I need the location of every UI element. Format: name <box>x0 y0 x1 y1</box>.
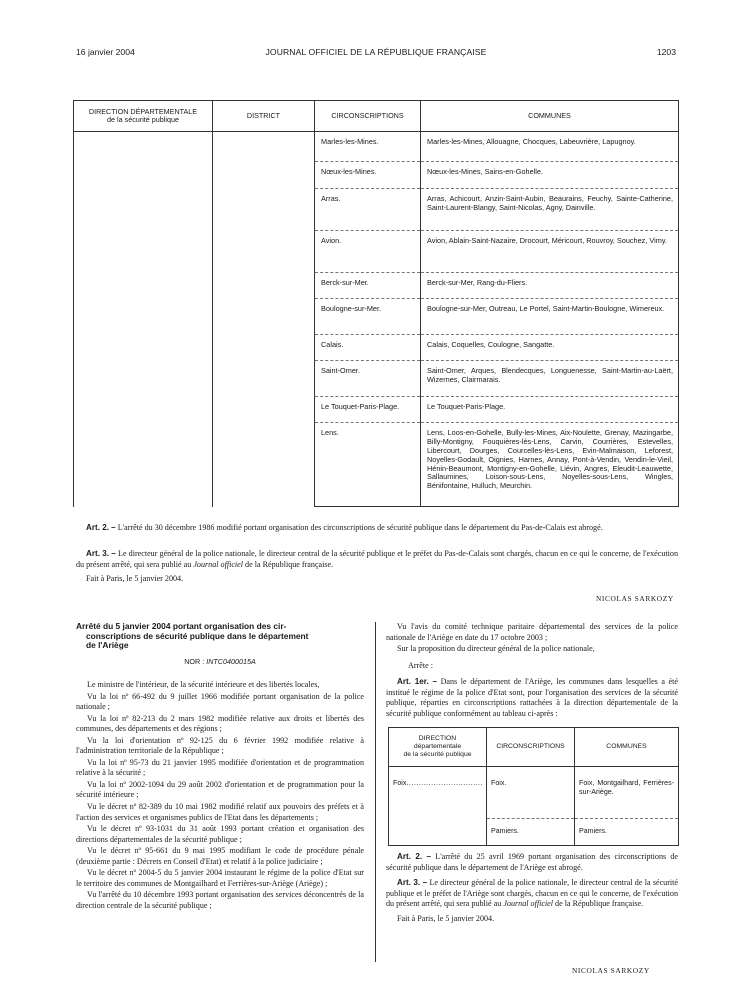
communes-cell: Foix, Montgailhard, Ferrières-sur-Ariège. <box>575 767 679 819</box>
district-cell <box>213 132 315 507</box>
table-header-row <box>74 101 679 132</box>
article-3-pas-de-calais <box>76 549 678 570</box>
circonscription-cell: Avion. <box>315 231 421 273</box>
table-row <box>74 132 679 162</box>
article-label: Art. 3. – <box>397 878 428 888</box>
circonscriptions-table-pas-de-calais <box>73 100 679 507</box>
signature-1: NICOLAS SARKOZY <box>596 594 674 603</box>
article-text: Le directeur général de la police nationale, le directeur central de la sécurité publique et le préfet du Pas-de-Calais sont chargés, chacun en ce qui le concerne, de l'exécution du présent arrêté, qui sera publié au <box>76 549 678 569</box>
fait-a-paris-1 <box>76 574 678 585</box>
paragraph: Vu la loi nº 95-73 du 21 janvier 1995 modifiée d'orientation et de programmation relative à la sécurité ; <box>76 757 364 778</box>
page-number: 1203 <box>656 47 676 57</box>
paragraph: Vu la loi nº 2002-1094 du 29 août 2002 d'orientation et de programmation pour la sécurité intérieure ; <box>76 779 364 800</box>
paragraph: Vu l'avis du comité technique paritaire départemental des services de la police nationale de l'Ariège en date du 17 octobre 2003 ; <box>386 622 678 642</box>
direction-name: Foix <box>393 779 407 788</box>
communes-cell: Nœux-les-Mines, Sains-en-Gohelle. <box>421 162 679 189</box>
circonscription-cell: Pamiers. <box>487 819 575 846</box>
circonscription-cell: Calais. <box>315 335 421 361</box>
communes-cell: Calais, Coquelles, Coulogne, Sangatte. <box>421 335 679 361</box>
circonscription-cell: Marles-les-Mines. <box>315 132 421 162</box>
article-label: Art. 2. – <box>397 852 432 862</box>
communes-cell: Le Touquet-Paris-Plage. <box>421 397 679 423</box>
circonscription-cell: Nœux-les-Mines. <box>315 162 421 189</box>
left-column <box>76 622 364 912</box>
header-direction: DIRECTION départementale de la sécurité publique <box>389 728 487 767</box>
communes-cell: Saint-Omer, Arques, Blendecques, Longuenesse, Saint-Martin-au-Laërt, Wizernes, Clairmarais. <box>421 361 679 397</box>
header-date: 16 janvier 2004 <box>76 47 135 57</box>
article-text: Dans le département de l'Ariège, les communes dans lesquelles a été institué le régime de la police d'Etat sont, pour l'organisation des services de la sécurité publique, réparties en circonscriptions rattachées à la direction départementale de la sécurité publique conformément au tableau ci-après : <box>386 677 678 718</box>
article-1 <box>386 677 678 719</box>
title-line-3: de l'Ariège <box>86 640 129 651</box>
table-header-row <box>389 728 679 767</box>
communes-cell: Arras, Achicourt, Anzin-Saint-Aubin, Beaurains, Feuchy, Sainte-Catherine, Saint-Laurent-Blangy, Saint-Nicolas, Agny, Dainville. <box>421 189 679 231</box>
article-label: Art. 3. – <box>86 549 116 558</box>
communes-cell: Berck-sur-Mer, Rang-du-Fliers. <box>421 273 679 299</box>
title-line-1: Arrêté du 5 janvier 2004 portant organisation des cir- <box>76 621 287 631</box>
circonscription-cell: Saint-Omer. <box>315 361 421 397</box>
column-divider <box>375 622 376 962</box>
communes-cell: Lens, Loos-en-Gohelle, Bully-les-Mines, Aix-Noulette, Grenay, Mazingarbe, Billy-Montigny, Fouquières-lès-Lens, Carvin, Courrières, Estevelles, Libercourt, Dourges, Courcelles-lès-Lens, Evin-Malmaison, Leforest, Noyelles-Godault, Oignies, Harnes, Annay, Pont-à-Vendin, Vendin-le-Vieil, Hénin-Beaumont, Montigny-en-Gohelle, Liévin, Angres, Eleudit-Leauwette, Sallaumines, Loison-sous-Lens, Noyelles-sous-Lens, Wingles, Bénifontaine, Hulluch, Meurchin. <box>421 423 679 507</box>
leader-dots: ............................... <box>406 779 484 788</box>
header-direction: DIRECTION DÉPARTEMENTALE de la sécurité publique <box>74 101 213 132</box>
arrete-label: Arrête : <box>408 660 433 670</box>
header-communes: COMMUNES <box>421 101 679 132</box>
direction-cell <box>389 767 487 846</box>
paragraph: Vu le décret nº 95-661 du 9 mai 1995 modifiant le code de procédure pénale (deuxième partie : Décrets en Conseil d'Etat) et relatif à la police judiciaire ; <box>76 846 364 866</box>
title-line-2: conscriptions de sécurité publique dans le département <box>86 630 309 641</box>
article-text: Le directeur général de la police nationale, le directeur central de la sécurité publique et le préfet de l'Ariège sont chargés, chacun en ce qui le concerne, de l'exécution du présent arrêté, qui sera publié au <box>386 878 678 909</box>
article-text-end: de la République française. <box>555 899 644 909</box>
table-row <box>389 767 679 819</box>
paragraph: Sur la proposition du directeur général de la police nationale, <box>397 644 595 654</box>
nor-reference <box>76 657 364 666</box>
nor-code: INTC0400015A <box>206 656 256 666</box>
article-text: L'arrêté du 25 avril 1969 portant organisation des circonscriptions de sécurité publique dans le département de l'Ariège est abrogé. <box>386 852 678 872</box>
header-district: DISTRICT <box>213 101 315 132</box>
paragraph: Vu le décret nº 82-389 du 10 mai 1982 modifié relatif aux pouvoirs des préfets et à l'action des services et organismes publics de l'Etat dans les départements ; <box>76 802 364 822</box>
communes-cell: Boulogne-sur-Mer, Outreau, Le Portel, Saint-Martin-Boulogne, Wimereux. <box>421 299 679 335</box>
fait-a-paris-2: Fait à Paris, le 5 janvier 2004. <box>397 913 495 923</box>
circonscription-cell: Arras. <box>315 189 421 231</box>
communes-cell: Pamiers. <box>575 819 679 846</box>
paragraph: Vu le décret nº 93-1031 du 31 août 1993 portant création et organisation des directions départementales de la sécurité publique ; <box>76 824 364 844</box>
paragraph: Vu la loi nº 82-213 du 2 mars 1982 modifiée relative aux droits et libertés des communes, des départements et des régions ; <box>76 713 364 734</box>
article-text-end: de la République française. <box>245 559 334 569</box>
journal-officiel-italic: Journal officiel <box>503 899 554 909</box>
paragraph: Vu le décret nº 2004-5 du 5 janvier 2004 instaurant le régime de la police d'Etat sur le territoire des communes de Montgailhard et Ferrières-sur-Ariège (Ariège) ; <box>76 868 364 888</box>
page-header <box>76 47 676 61</box>
communes-cell: Avion, Ablain-Saint-Nazaire, Drocourt, Méricourt, Rouvroy, Souchez, Vimy. <box>421 231 679 273</box>
article-3-ariege <box>386 878 678 910</box>
direction-cell <box>74 132 213 507</box>
header-circonscriptions: CIRCONSCRIPTIONS <box>315 101 421 132</box>
journal-officiel-italic: Journal officiel <box>193 559 244 569</box>
fait-text: Fait à Paris, le 5 janvier 2004. <box>86 574 184 583</box>
circonscription-cell: Lens. <box>315 423 421 507</box>
circonscription-cell: Foix. <box>487 767 575 819</box>
article-2-ariege <box>386 852 678 873</box>
signature-2: NICOLAS SARKOZY <box>572 966 650 975</box>
communes-cell: Marles-les-Mines, Allouagne, Chocques, Labeuvrière, Lapugnoy. <box>421 132 679 162</box>
circonscription-cell: Boulogne-sur-Mer. <box>315 299 421 335</box>
article-2-pas-de-calais <box>76 523 678 534</box>
paragraph: Vu la loi nº 66-492 du 9 juillet 1966 modifiée portant organisation de la police nationale ; <box>76 691 364 712</box>
circonscription-cell: Berck-sur-Mer. <box>315 273 421 299</box>
arrete-title <box>76 622 364 651</box>
header-circonscriptions: CIRCONSCRIPTIONS <box>487 728 575 767</box>
article-label: Art. 1er. – <box>397 677 437 687</box>
article-label: Art. 2. – <box>86 523 116 532</box>
paragraph: Vu la loi d'orientation nº 92-125 du 6 février 1992 modifiée relative à l'administration territoriale de la République ; <box>76 735 364 756</box>
header-communes: COMMUNES <box>575 728 679 767</box>
nor-label: NOR : <box>184 656 205 666</box>
circonscriptions-table-ariege <box>388 727 679 846</box>
article-text: L'arrêté du 30 décembre 1986 modifié portant organisation des circonscriptions de sécurité publique dans le département du Pas-de-Calais est abrogé. <box>117 523 603 532</box>
header-title: JOURNAL OFFICIEL DE LA RÉPUBLIQUE FRANÇAISE <box>265 47 487 57</box>
circonscription-cell: Le Touquet-Paris-Plage. <box>315 397 421 423</box>
paragraph: Le ministre de l'intérieur, de la sécurité intérieure et des libertés locales, <box>87 680 320 690</box>
right-column <box>386 622 678 925</box>
paragraph: Vu l'arrêté du 10 décembre 1993 portant organisation des services déconcentrés de la direction centrale de la sécurité publique ; <box>76 890 364 910</box>
